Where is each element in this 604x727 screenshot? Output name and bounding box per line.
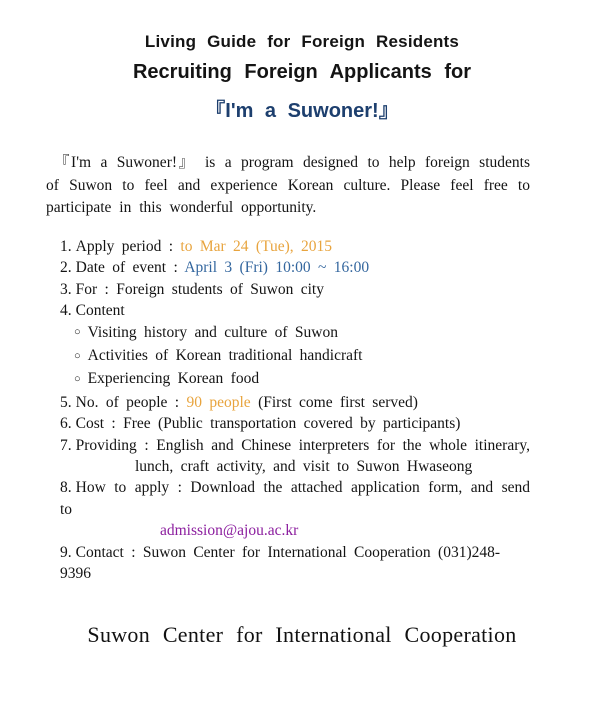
item-number: 8. (60, 479, 72, 497)
list-item-content (60, 300, 530, 321)
apply-deadline-text: to Mar 24 (Tue), 2015 (180, 238, 333, 255)
email-address[interactable]: admission@ajou.ac.kr (160, 522, 299, 540)
content-label: Content (75, 302, 125, 320)
contact-text: Contact : Suwon Center for International Cooperation (031)248-9396 (60, 543, 501, 583)
item-number: 6. (60, 415, 72, 433)
application-email-line (60, 520, 530, 541)
list-item-cost (60, 413, 530, 434)
footer-organization-name: Suwon Center for International Cooperation (87, 622, 517, 647)
content-sub-item-2 (60, 345, 530, 368)
item-number: 2. (60, 259, 72, 277)
providing-continuation: lunch, craft activity, and visit to Suwon Hwaseong (135, 458, 473, 476)
people-count-label: No. of people : (75, 393, 180, 411)
circle-bullet-icon: ○ (74, 349, 81, 362)
content-sub-item-3 (60, 368, 530, 391)
people-count-value: 90 people (186, 393, 251, 411)
intro-paragraph: 『I'm a Suwoner!』 is a program designed to help foreign students of Suwon to feel and experience Korean culture. Please feel free to participate in this wonderful opportunity. (46, 154, 530, 216)
item-number: 3. (60, 280, 72, 298)
content-sub-item-3-text: Experiencing Korean food (87, 370, 260, 388)
providing-text: Providing : English and Chinese interpreters for the whole itinerary, (75, 436, 530, 454)
content-sub-item-2-text: Activities of Korean traditional handicraft (87, 347, 363, 365)
item-number: 4. (60, 302, 72, 320)
item-number: 7. (60, 436, 72, 454)
list-item-people-count (60, 392, 530, 413)
apply-period-label: Apply period : (75, 238, 174, 255)
list-item-providing (60, 435, 530, 456)
item-number: 9. (60, 543, 72, 561)
event-datetime-text: April 3 (Fri) 10:00 ~ 16:00 (184, 259, 370, 277)
header-subtitle: Living Guide for Foreign Residents (144, 32, 460, 51)
header-title: Recruiting Foreign Applicants for (132, 61, 472, 83)
event-date-label: Date of event : (75, 259, 178, 277)
people-count-note: (First come first served) (258, 393, 418, 411)
content-sub-item-1-text: Visiting history and culture of Suwon (87, 323, 338, 341)
list-item-apply-period (60, 236, 530, 257)
item-number: 1. (60, 238, 72, 255)
circle-bullet-icon: ○ (74, 372, 81, 385)
list-item-how-to-apply (60, 477, 530, 520)
list-item-target-audience (60, 279, 530, 300)
program-title: 『I'm a Suwoner!』 (205, 100, 399, 122)
target-audience-text: For : Foreign students of Suwon city (75, 280, 324, 298)
info-list (60, 236, 530, 585)
list-item-contact (60, 542, 530, 585)
list-item-event-date (60, 257, 530, 278)
document-header (0, 32, 604, 123)
how-to-apply-text: How to apply : Download the attached application form, and send to (60, 479, 530, 518)
item-number: 5. (60, 393, 72, 411)
content-sub-item-1 (60, 322, 530, 345)
cost-text: Cost : Free (Public transportation covered by participants) (75, 415, 461, 433)
circle-bullet-icon: ○ (74, 326, 81, 339)
